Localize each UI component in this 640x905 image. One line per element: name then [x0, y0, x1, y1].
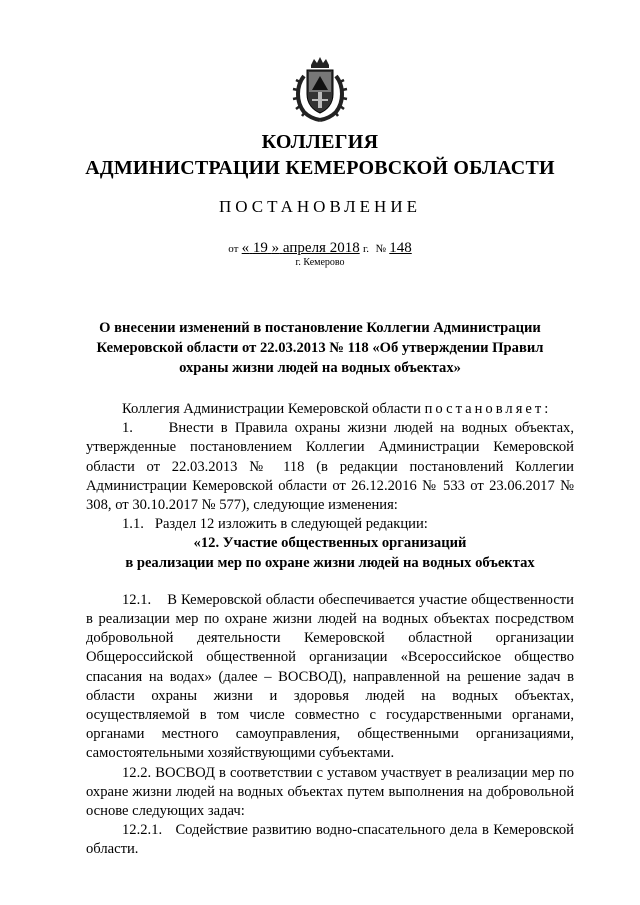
date-prefix: от — [228, 243, 239, 255]
decree-word: постановляет: — [424, 401, 552, 417]
paragraph-1: 1. Внести в Правила охраны жизни людей на водных объектах, утвержденные постановлением Коллегии Администрации Кемеровской области от 22.03.2013 № 118 (в редакции постановлений Коллегии Администрации Кемеровской области от 26.12.2016 № 533 от 23.06.2017 № 308, от 30.10.2017 № 577), следующие изменения: — [86, 420, 574, 514]
title-line3: охраны жизни людей на водных объектах» — [179, 360, 461, 376]
date-year-suffix: г. — [362, 243, 369, 255]
section-heading-line2: в реализации мер по охране жизни людей на водных объектах — [125, 554, 535, 571]
org-name-line1: КОЛЛЕГИЯ — [261, 131, 379, 153]
coat-of-arms-icon — [290, 56, 350, 124]
decree-number: 148 — [389, 240, 412, 256]
paragraph-12-2: 12.2. ВОСВОД в соответствии с уставом участвует в реализации мер по охране жизни людей на водных объектах путем выполнения на добровольной основе следующих задач: — [86, 764, 574, 820]
org-name-line2: АДМИНИСТРАЦИИ КЕМЕРОВСКОЙ ОБЛАСТИ — [85, 157, 555, 179]
document-body — [86, 400, 574, 860]
paragraph-12-1: 12.1. В Кемеровской области обеспечивается участие общественности в реализации мер по охране жизни людей на водных объектах посредством добровольной деятельности Кемеровской областной организации Общероссийской общественной организации «Всероссийское общество спасания на водах» (далее – ВОСВОД), направленной на решение задач в области охраны жизни и здоровья людей на водных объектах, осуществляемой в том числе совместно с государственными органами, органами местного самоуправления, общественными организациями, самостоятельными хозяйствующими субъектами. — [86, 591, 574, 762]
document-type: ПОСТАНОВЛЕНИЕ — [218, 197, 421, 216]
paragraph-12-2-1: 12.2.1. Содействие развитию водно-спасательного дела в Кемеровской области. — [86, 822, 574, 858]
city-name: г. Кемерово — [295, 257, 345, 268]
date-line — [0, 240, 640, 257]
number-sign: № — [375, 243, 386, 255]
date-day: « 19 » апреля 2018 — [241, 240, 360, 256]
paragraph-1-1: 1.1. Раздел 12 изложить в следующей редакции: — [122, 516, 428, 533]
intro-paragraph: Коллегия Администрации Кемеровской области постановляет: — [122, 401, 552, 417]
title-line2: Кемеровской области от 22.03.2013 № 118 «Об утверждении Правил — [96, 340, 544, 356]
title-line1: О внесении изменений в постановление Коллегии Администрации — [99, 320, 541, 336]
section-heading-line1: «12. Участие общественных организаций — [193, 535, 467, 552]
document-title — [80, 318, 560, 378]
